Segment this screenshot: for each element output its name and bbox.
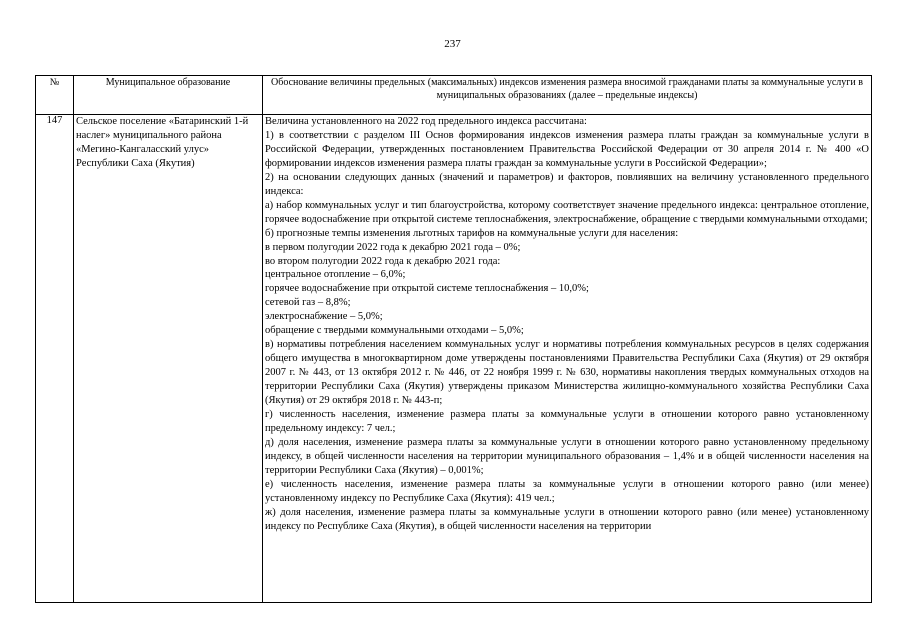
municipality-name: Сельское поселение «Батаринский 1-й наслег» муниципального района «Мегино-Кангаласский улус» Республики Саха (Якутия)	[74, 115, 263, 603]
paragraph: центральное отопление – 6,0%;	[265, 269, 406, 281]
header-justification: Обоснование величины предельных (максимальных) индексов изменения размера вносимой гражданами платы за коммунальные услуги в муниципальных образованиях (далее – предельные индексы)	[263, 76, 872, 115]
paragraph: в) нормативы потребления населением коммунальных услуг и нормативы потребления коммунальных ресурсов в целях содержания общего имущества в многоквартирном доме утверждены постановлениями Правительства Республики Саха (Якутия) от 29 октября 2007 г. № 443, от 13 октября 2012 г. № 446, от 22 ноября 1999 г. № 630, нормативы накопления твердых коммунальных отходов на территории Республики Саха (Якутия) утверждены приказом Министерства жилищно-коммунального хозяйства Республики Саха (Якутия) от 29 октября 2018 г. № 443-п;	[265, 339, 869, 407]
table-row	[36, 115, 872, 603]
page-number: 237	[444, 38, 461, 50]
paragraph: 2) на основании следующих данных (значений и параметров) и факторов, повлиявших на величину установленного предельного индекса:	[265, 171, 869, 197]
paragraph: обращение с твердыми коммунальными отходами – 5,0%;	[265, 325, 524, 337]
indices-table	[35, 75, 872, 603]
justification-cell	[263, 115, 872, 603]
header-municipality: Муниципальное образование	[74, 76, 263, 115]
paragraph: в первом полугодии 2022 года к декабрю 2021 года – 0%;	[265, 241, 521, 253]
paragraph: б) прогнозные темпы изменения льготных тарифов на коммунальные услуги для населения:	[265, 227, 679, 239]
table-header-row	[36, 76, 872, 115]
paragraph: д) доля населения, изменение размера платы за коммунальные услуги в отношении которого равно установленному предельному индексу, в общей численности населения на территории муниципального образования – 1,4% и в общей численности населения на территории Республики Саха (Якутия) – 0,001%;	[265, 436, 869, 476]
paragraph: Величина установленного на 2022 год предельного индекса рассчитана:	[265, 116, 587, 127]
paragraph: г) численность населения, изменение размера платы за коммунальные услуги в отношении которого равно установленному предельному индексу: 7 чел.;	[265, 409, 869, 434]
justification-text	[265, 115, 869, 602]
header-num: №	[36, 76, 74, 115]
paragraph: во втором полугодии 2022 года к декабрю 2021 года:	[265, 255, 501, 267]
paragraph: ж) доля населения, изменение размера платы за коммунальные услуги в отношении которого равно (или менее) установленному индексу по Республике Саха (Якутия), в общей численности населения на территории	[265, 506, 869, 532]
paragraph: а) набор коммунальных услуг и тип благоустройства, которому соответствует значение предельного индекса: центральное отопление, горячее водоснабжение при открытой системе теплоснабжения, электроснабжение, обращение с твердыми коммунальными отходами;	[265, 199, 869, 225]
paragraph: е) численность населения, изменение размера платы за коммунальные услуги в отношении которого равно (или менее) установленному индексу по Республике Саха (Якутия): 419 чел.;	[265, 478, 869, 504]
paragraph: 1) в соответствии с разделом III Основ формирования индексов изменения размера платы граждан за коммунальные услуги в Российской Федерации, утвержденных постановлением Правительства Российской Федерации от 30 апреля 2014 г. № 400 «О формировании индексов изменения размера платы граждан за коммунальные услуги в Российской Федерации»;	[265, 129, 869, 169]
paragraph: горячее водоснабжение при открытой системе теплоснабжения – 10,0%;	[265, 283, 589, 295]
paragraph: электроснабжение – 5,0%;	[265, 311, 383, 323]
paragraph: сетевой газ – 8,8%;	[265, 297, 351, 309]
row-number: 147	[36, 115, 74, 603]
